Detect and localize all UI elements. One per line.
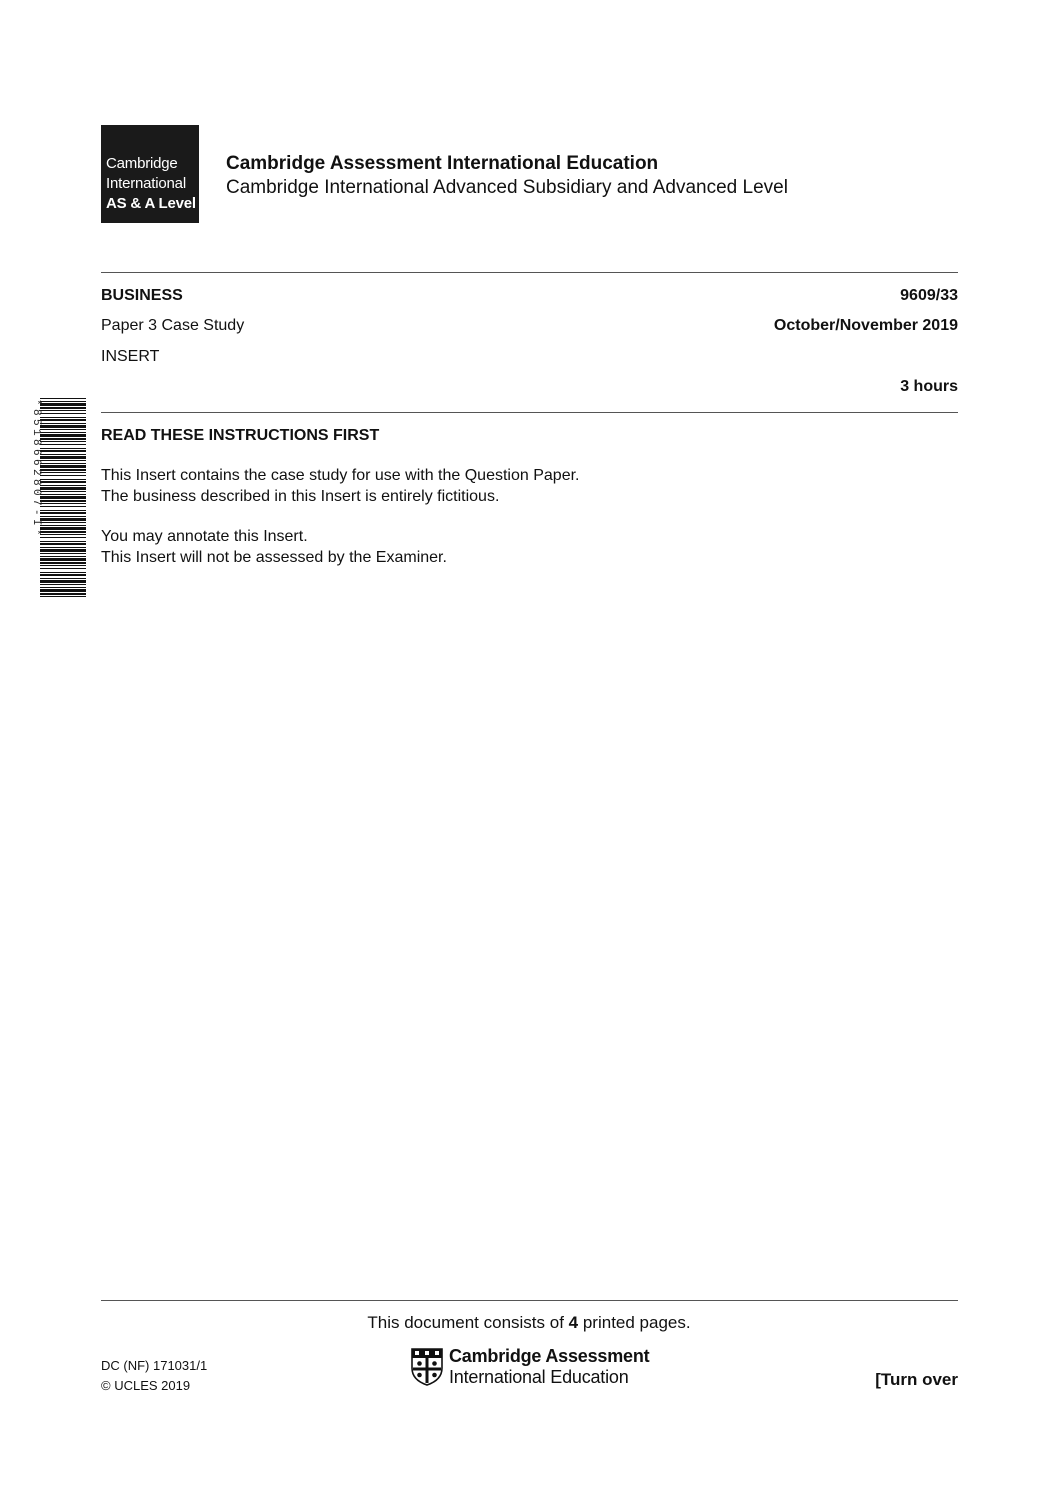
cambridge-crest-icon — [411, 1348, 443, 1386]
turn-over-label: [Turn over — [875, 1370, 958, 1389]
page-count: 4 — [568, 1313, 579, 1332]
exam-session: October/November 2019 — [773, 317, 958, 334]
doc-ref-code: DC (NF) 171031/1 — [101, 1358, 208, 1373]
paper-label: Paper 3 Case Study — [101, 317, 245, 334]
exam-duration: 3 hours — [900, 378, 958, 395]
instruction-line: This Insert contains the case study for use with the Question Paper. — [101, 467, 580, 484]
logo-line-1: Cambridge — [106, 155, 178, 172]
syllabus-code: 9609/33 — [900, 287, 958, 304]
logo-line-3: AS & A Level — [106, 195, 196, 212]
logo-line-2: International — [106, 175, 186, 192]
instructions-paragraph-1 — [101, 465, 579, 507]
copyright-notice: © UCLES 2019 — [101, 1378, 191, 1393]
page-count-suffix: printed pages. — [578, 1313, 691, 1332]
instructions-divider — [101, 412, 958, 413]
org-subtitle: Cambridge International Advanced Subsidiary and Advanced Level — [226, 177, 788, 198]
cambridge-international-logo — [101, 125, 199, 223]
barcode-number: *8518662807-I* — [30, 399, 42, 540]
instructions-heading: READ THESE INSTRUCTIONS FIRST — [101, 427, 380, 444]
footer-divider — [101, 1300, 958, 1301]
insert-label: INSERT — [101, 348, 160, 365]
top-divider — [101, 272, 958, 273]
instruction-line: You may annotate this Insert. — [101, 528, 308, 545]
page-count-note — [0, 1313, 1058, 1333]
cai-wordmark-line-2: International Education — [449, 1367, 629, 1387]
subject-title: BUSINESS — [101, 287, 183, 304]
document-reference — [101, 1356, 207, 1396]
page-count-prefix: This document consists of — [367, 1313, 569, 1332]
instructions-paragraph-2 — [101, 526, 447, 568]
org-title: Cambridge Assessment International Education — [226, 153, 659, 174]
instruction-line: This Insert will not be assessed by the Examiner. — [101, 549, 447, 566]
cai-wordmark-line-1: Cambridge Assessment — [449, 1346, 650, 1366]
candidate-barcode — [40, 398, 86, 599]
instruction-line: The business described in this Insert is entirely fictitious. — [101, 488, 500, 505]
